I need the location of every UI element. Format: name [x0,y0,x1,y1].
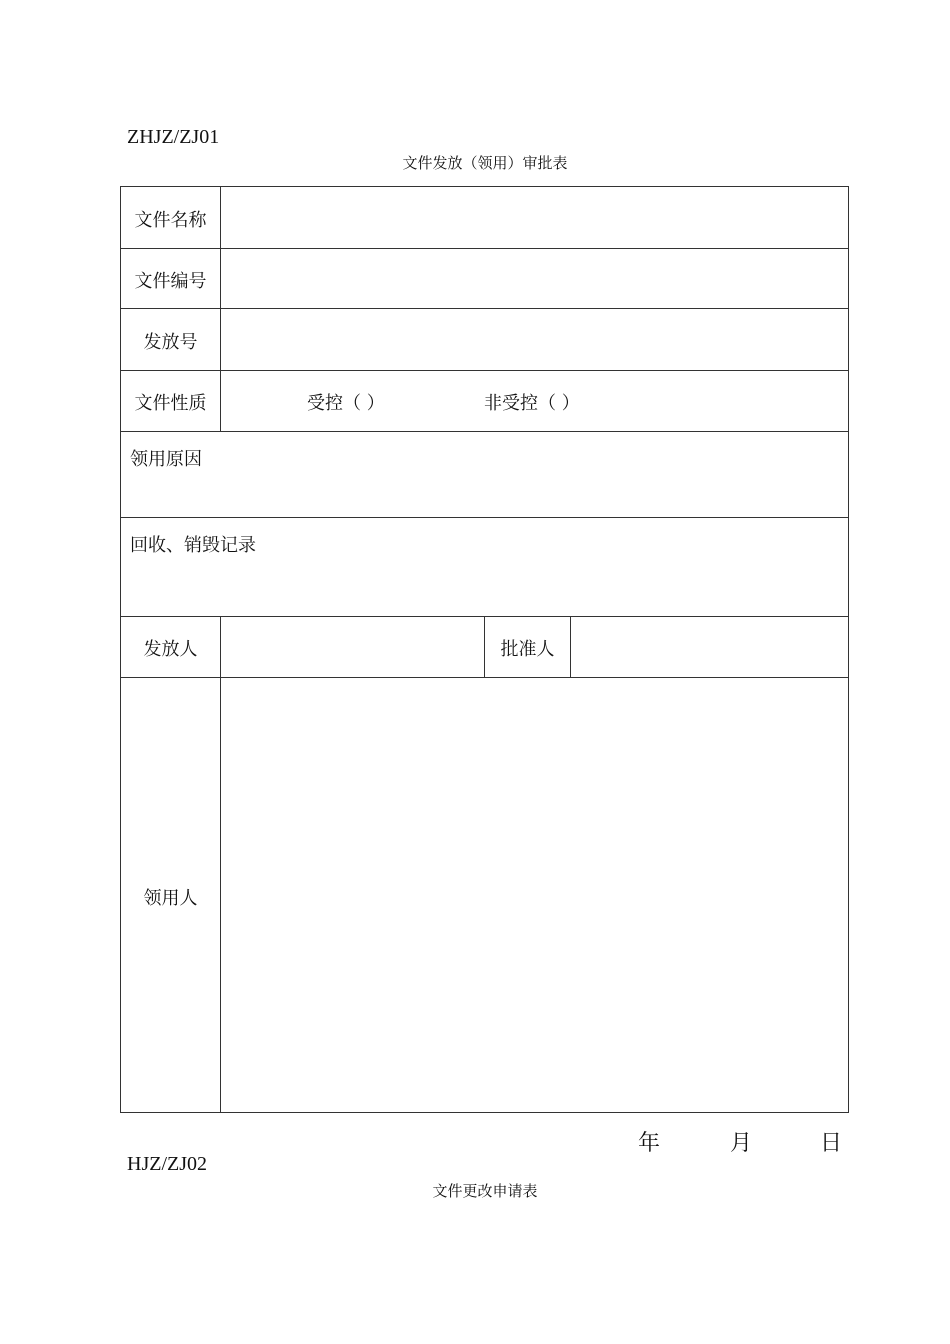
file-name-label: 文件名称 [134,210,207,231]
row-divider [121,370,848,371]
date-day: 日 [820,1131,843,1156]
form-code: ZHJZ/ZJ01 [127,126,220,148]
second-form-title: 文件更改申请表 [432,1182,538,1200]
file-number-label: 文件编号 [134,271,207,292]
date-month: 月 [730,1131,753,1156]
issue-number-label: 发放号 [143,332,198,353]
file-number-field[interactable] [221,249,848,308]
row-divider [121,431,848,432]
form-title: 文件发放（领用）审批表 [402,154,568,172]
second-form-code: HJZ/ZJ02 [127,1153,207,1175]
date-year: 年 [638,1131,661,1156]
recipient-field[interactable] [221,678,848,1112]
recycle-record-field[interactable] [121,559,848,616]
file-name-field[interactable] [221,187,848,248]
issuer-field[interactable] [221,617,484,677]
approval-form-table [120,186,849,1113]
recipient-label: 领用人 [143,888,198,909]
approver-field[interactable] [571,617,848,677]
recycle-record-label: 回收、销毁记录 [130,535,256,556]
row-divider [121,517,848,518]
file-nature-label: 文件性质 [134,393,207,414]
controlled-option[interactable]: 受控（ ） [307,393,385,414]
issuer-label: 发放人 [143,639,198,660]
uncontrolled-option[interactable]: 非受控（ ） [484,393,580,414]
reason-field[interactable] [121,472,848,517]
issue-number-field[interactable] [221,309,848,370]
approver-label: 批准人 [500,639,555,660]
reason-label: 领用原因 [130,449,202,470]
